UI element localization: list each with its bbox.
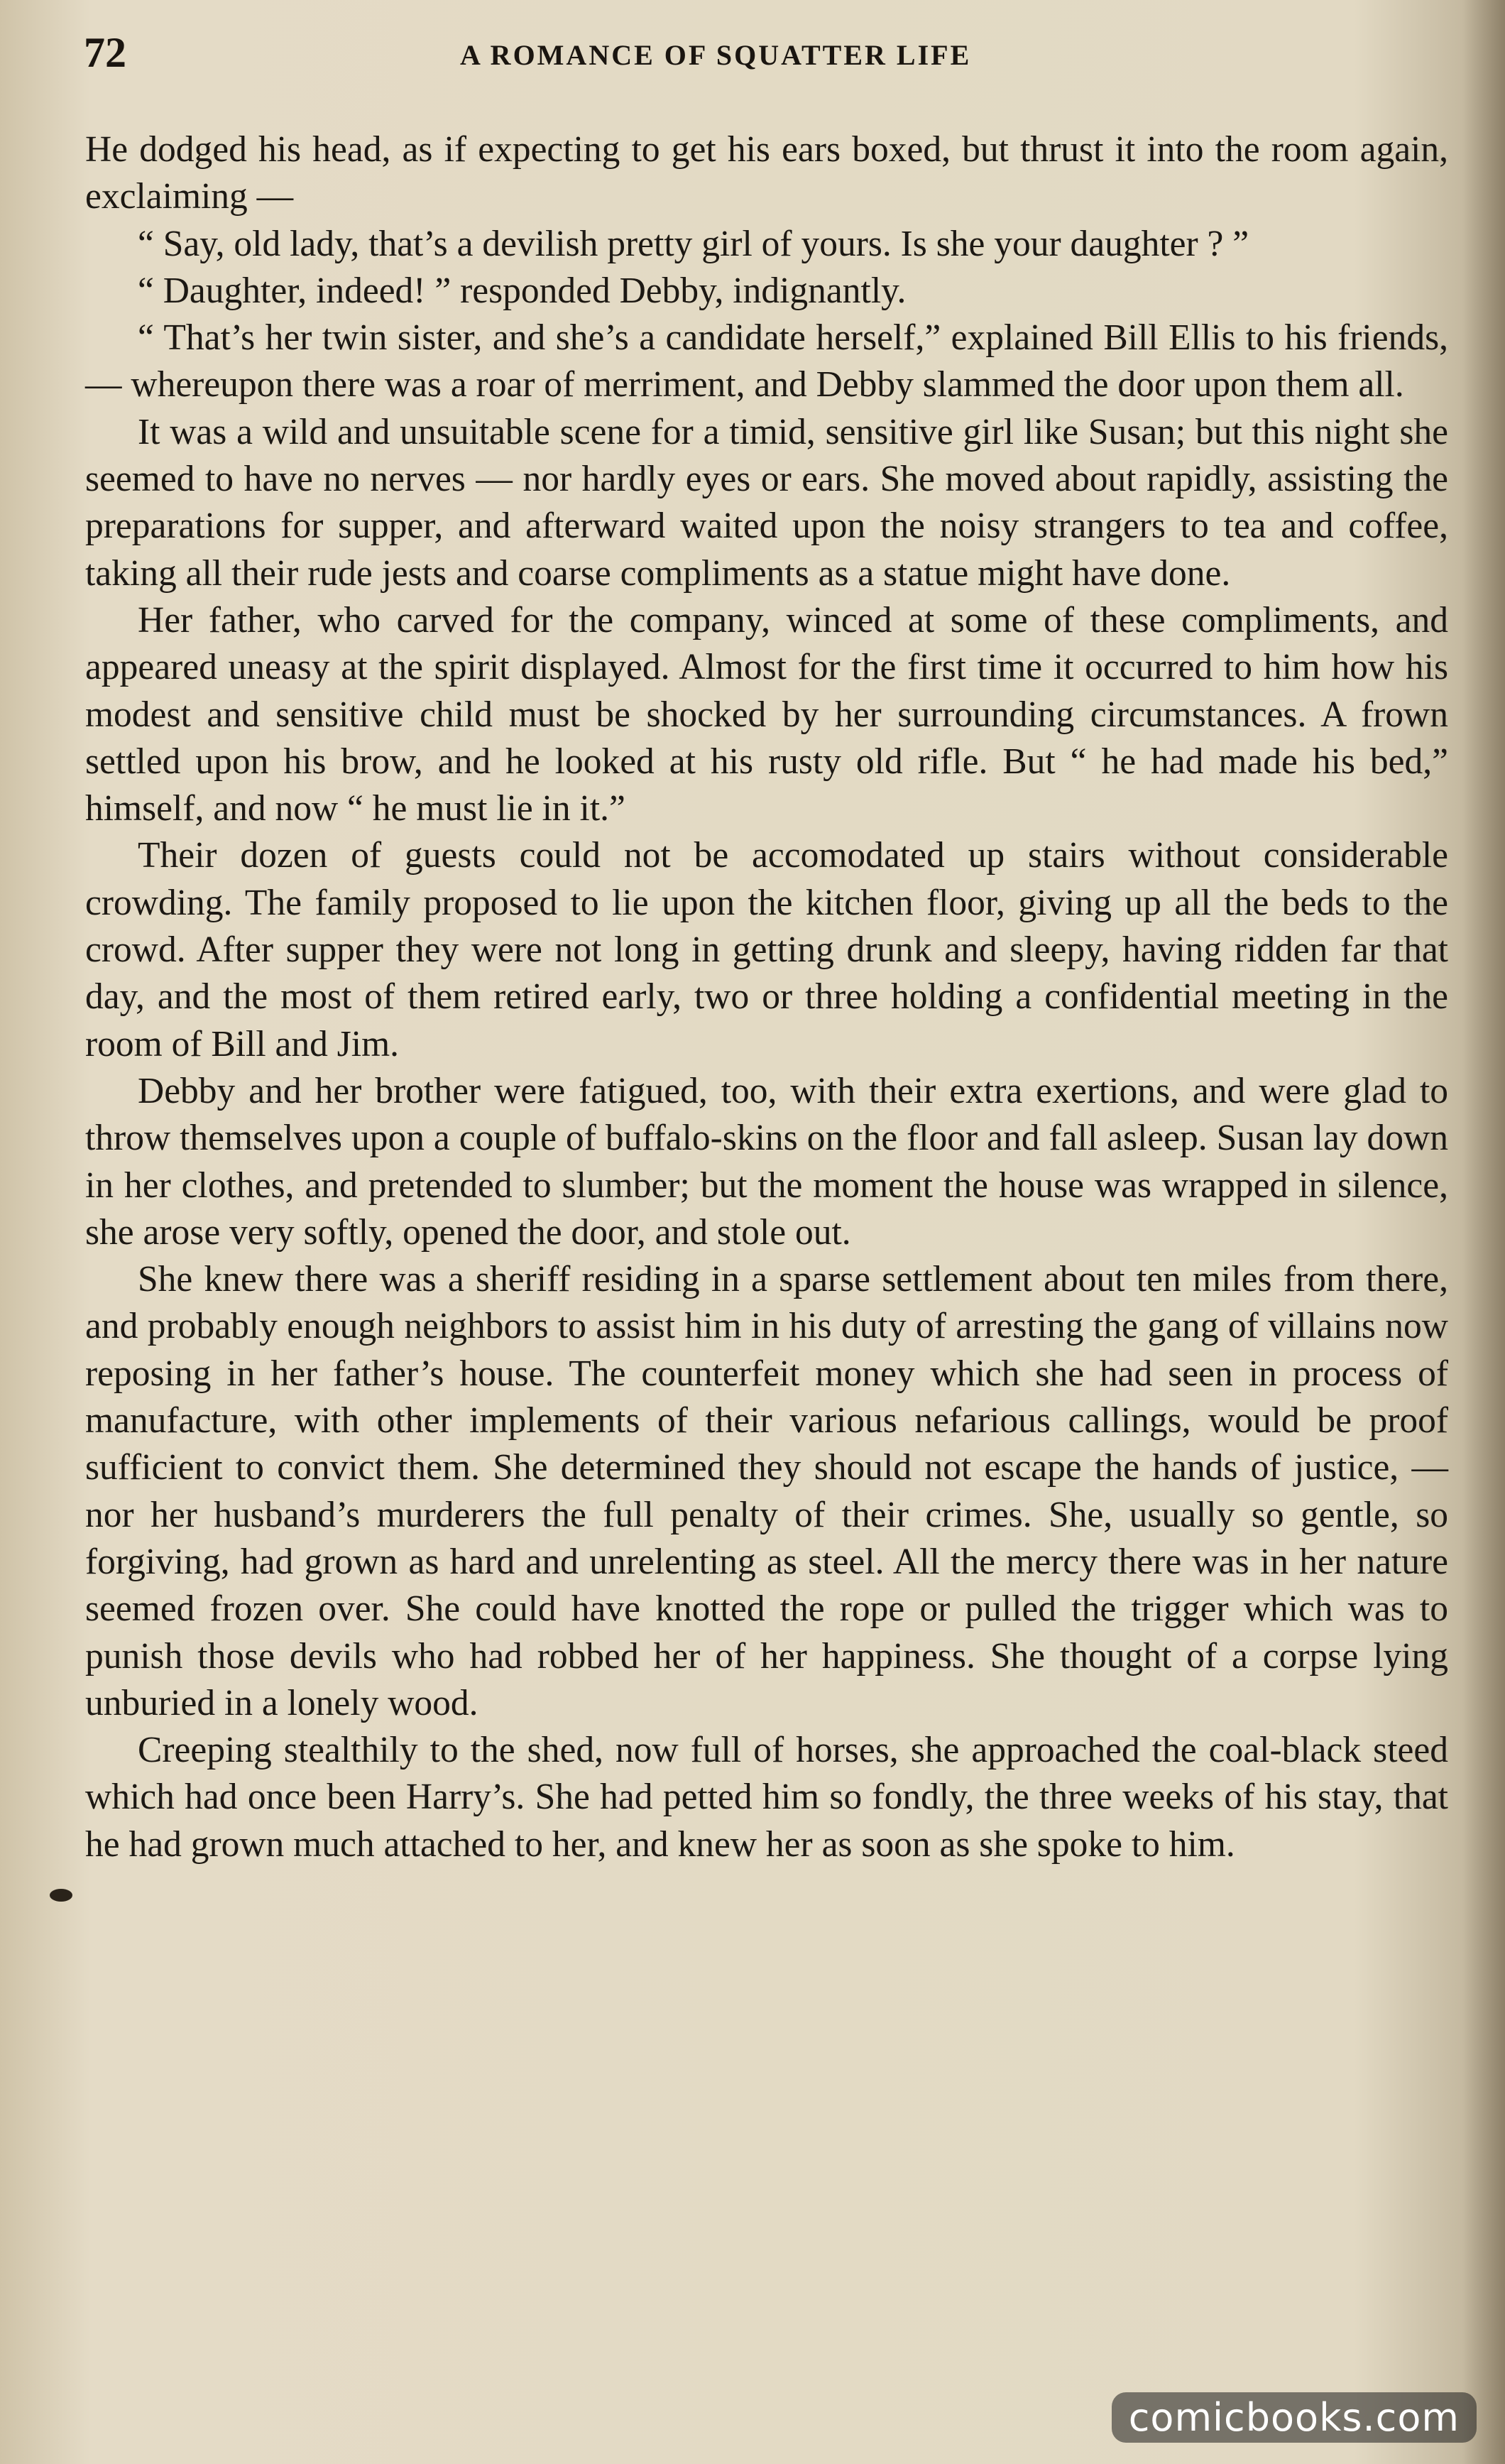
paragraph: Debby and her brother were fatigued, too, with their extra exertions, and were glad to throw themselves upon a couple of buffalo-skins on the floor and fall asleep. Susan lay down in her clothes, and pretended to slumber; but the moment the house was wrapped in silence, she arose very softly, opened the door, and stole out. (85, 1070, 1448, 1253)
page-spine-shadow (1462, 0, 1505, 2464)
paragraph: “ That’s her twin sister, and she’s a candidate herself,” explained Bill Ellis to his friends, — whereupon there was a roar of merriment, and Debby slammed the door upon them all. (85, 317, 1448, 405)
paragraph: Her father, who carved for the company, winced at some of these compliments, and appeared uneasy at the spirit displayed. Almost for the first time it occurred to him how his modest and sensitive child must be shocked by her surrounding circumstances. A frown settled upon his brow, and he looked at his rusty old rifle. But “ he had made his bed,” himself, and now “ he must lie in it.” (85, 599, 1448, 829)
running-title: A ROMANCE OF SQUATTER LIFE (460, 39, 972, 71)
watermark: comicbooks.com (1112, 2392, 1477, 2443)
body-text (85, 126, 1448, 1868)
paragraph: Creeping stealthily to the shed, now full of horses, she approached the coal-black steed which had once been Harry’s. She had petted him so fondly, the three weeks of his stay, that he had grown much attached to her, and knew her as soon as she spoke to him. (85, 1730, 1448, 1865)
margin-ink-mark (50, 1889, 72, 1902)
paragraph: “ Say, old lady, that’s a devilish pretty girl of yours. Is she your daughter ? ” (138, 223, 1249, 264)
paragraph: He dodged his head, as if expecting to get his ears boxed, but thrust it into the room again, exclaiming — (85, 129, 1448, 217)
paragraph: “ Daughter, indeed! ” responded Debby, indignantly. (138, 270, 907, 311)
page-number: 72 (84, 29, 126, 76)
paragraph: Their dozen of guests could not be accomodated up stairs without considerable crowding. The family proposed to lie upon the kitchen floor, giving up all the beds to the crowd. After supper they were not long in getting drunk and sleepy, having ridden far that day, and the most of them retired early, two or three holding a confidential meeting in the room of Bill and Jim. (85, 835, 1448, 1064)
paragraph: It was a wild and unsuitable scene for a timid, sensitive girl like Susan; but this night she seemed to have no nerves — nor hardly eyes or ears. She moved about rapidly, assisting the preparations for supper, and afterward waited upon the noisy strangers to tea and coffee, taking all their rude jests and coarse compliments as a statue might have done. (85, 411, 1448, 594)
paragraph: She knew there was a sheriff residing in a sparse settlement about ten miles from there, and probably enough neighbors to assist him in his duty of arresting the gang of villains now reposing in her father’s house. The counterfeit money which she had seen in process of manufacture, with other implements of their various nefarious callings, would be proof sufficient to convict them. She determined they should not escape the hands of justice, — nor her husband’s murderers the full penalty of their crimes. She, usually so gentle, so forgiving, had grown as hard and unrelenting as steel. All the mercy there was in her nature seemed frozen over. She could have knotted the rope or pulled the trigger which was to punish those devils who had robbed her of her happiness. She thought of a corpse lying unburied in a lonely wood. (85, 1259, 1448, 1723)
page-header (84, 28, 1447, 85)
